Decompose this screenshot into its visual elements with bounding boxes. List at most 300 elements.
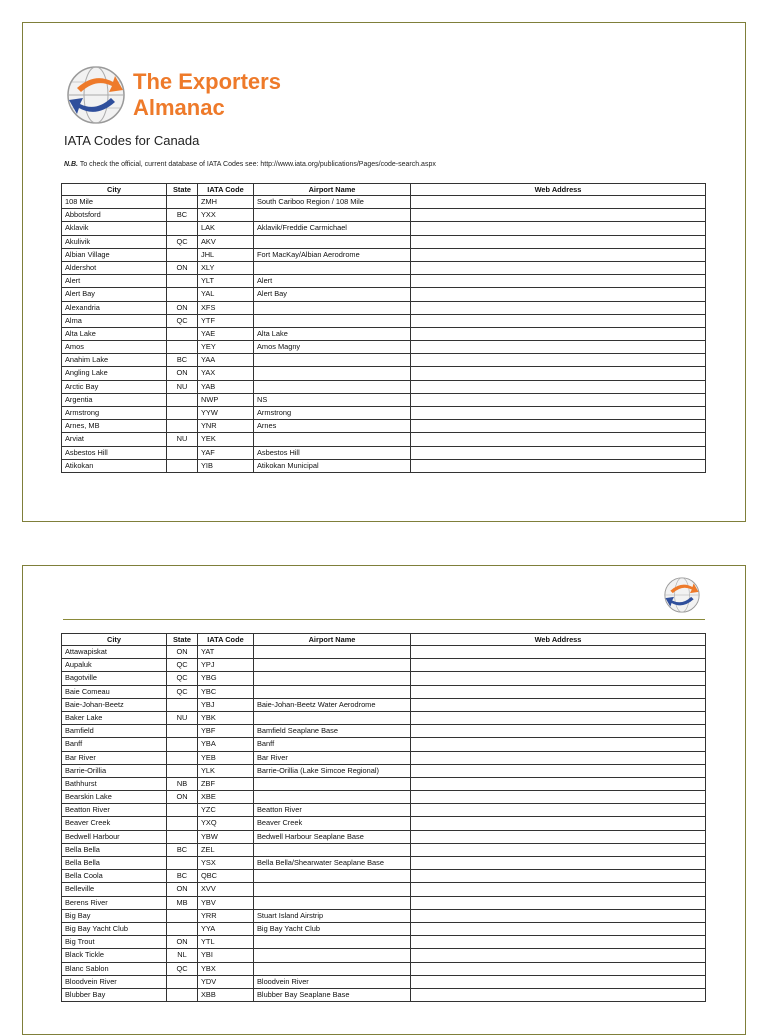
cell-city: Bathhurst xyxy=(62,777,167,790)
cell-state xyxy=(167,975,198,988)
cell-city: Alexandria xyxy=(62,301,167,314)
cell-web-address xyxy=(411,936,706,949)
cell-web-address xyxy=(411,301,706,314)
cell-city: Amos xyxy=(62,341,167,354)
cell-web-address xyxy=(411,367,706,380)
cell-city: Bar River xyxy=(62,751,167,764)
cell-state: BC xyxy=(167,843,198,856)
header-city: City xyxy=(62,184,167,196)
cell-state xyxy=(167,420,198,433)
table-header-row xyxy=(62,184,706,196)
cell-airport-name: Asbestos Hill xyxy=(254,446,411,459)
cell-iata-code: XLY xyxy=(198,261,254,274)
cell-state: ON xyxy=(167,367,198,380)
table-row xyxy=(62,209,706,222)
cell-state: ON xyxy=(167,791,198,804)
cell-iata-code: XBE xyxy=(198,791,254,804)
table-row xyxy=(62,222,706,235)
cell-web-address xyxy=(411,817,706,830)
cell-web-address xyxy=(411,672,706,685)
cell-city: Bella Bella xyxy=(62,843,167,856)
header-airport-name: Airport Name xyxy=(254,634,411,646)
header-divider xyxy=(63,619,705,620)
cell-state xyxy=(167,275,198,288)
header-city: City xyxy=(62,634,167,646)
note-prefix: N.B. xyxy=(64,161,78,168)
cell-airport-name xyxy=(254,354,411,367)
cell-airport-name xyxy=(254,870,411,883)
header-state: State xyxy=(167,634,198,646)
cell-airport-name: NS xyxy=(254,393,411,406)
cell-state: MB xyxy=(167,896,198,909)
cell-airport-name xyxy=(254,685,411,698)
table-row xyxy=(62,433,706,446)
cell-state xyxy=(167,909,198,922)
table-row xyxy=(62,646,706,659)
cell-iata-code: YBV xyxy=(198,896,254,909)
cell-web-address xyxy=(411,459,706,472)
cell-airport-name: Stuart Island Airstrip xyxy=(254,909,411,922)
table-row xyxy=(62,975,706,988)
table-row xyxy=(62,936,706,949)
cell-state: ON xyxy=(167,936,198,949)
cell-city: Black Tickle xyxy=(62,949,167,962)
cell-web-address xyxy=(411,446,706,459)
cell-web-address xyxy=(411,222,706,235)
cell-airport-name xyxy=(254,235,411,248)
cell-web-address xyxy=(411,698,706,711)
header-web-address: Web Address xyxy=(411,634,706,646)
table-row xyxy=(62,711,706,724)
cell-web-address xyxy=(411,407,706,420)
cell-web-address xyxy=(411,777,706,790)
cell-iata-code: YBG xyxy=(198,672,254,685)
cell-state: QC xyxy=(167,659,198,672)
cell-airport-name xyxy=(254,646,411,659)
table-row xyxy=(62,393,706,406)
table-row xyxy=(62,314,706,327)
cell-city: Akulivik xyxy=(62,235,167,248)
cell-city: Big Bay Yacht Club xyxy=(62,922,167,935)
cell-state: ON xyxy=(167,301,198,314)
cell-airport-name: Banff xyxy=(254,738,411,751)
cell-airport-name: Baie-Johan-Beetz Water Aerodrome xyxy=(254,698,411,711)
cell-iata-code: YAT xyxy=(198,646,254,659)
cell-state: ON xyxy=(167,883,198,896)
cell-airport-name: Bloodvein River xyxy=(254,975,411,988)
cell-city: Bearskin Lake xyxy=(62,791,167,804)
cell-iata-code: AKV xyxy=(198,235,254,248)
cell-iata-code: YAX xyxy=(198,367,254,380)
cell-airport-name: Bedwell Harbour Seaplane Base xyxy=(254,830,411,843)
cell-web-address xyxy=(411,685,706,698)
table-row xyxy=(62,672,706,685)
cell-city: Atikokan xyxy=(62,459,167,472)
cell-city: Bedwell Harbour xyxy=(62,830,167,843)
cell-web-address xyxy=(411,196,706,209)
cell-web-address xyxy=(411,209,706,222)
cell-iata-code: YBC xyxy=(198,685,254,698)
cell-city: Baie-Johan-Beetz xyxy=(62,698,167,711)
table-row xyxy=(62,843,706,856)
cell-state xyxy=(167,459,198,472)
cell-airport-name: Big Bay Yacht Club xyxy=(254,922,411,935)
cell-iata-code: YZC xyxy=(198,804,254,817)
cell-iata-code: YBA xyxy=(198,738,254,751)
cell-web-address xyxy=(411,354,706,367)
cell-state: QC xyxy=(167,672,198,685)
cell-state xyxy=(167,751,198,764)
cell-state xyxy=(167,738,198,751)
cell-iata-code: YIB xyxy=(198,459,254,472)
cell-iata-code: YAE xyxy=(198,327,254,340)
table-row xyxy=(62,857,706,870)
cell-web-address xyxy=(411,380,706,393)
table-row xyxy=(62,459,706,472)
globe-arrows-icon xyxy=(663,576,701,614)
table-row xyxy=(62,248,706,261)
cell-web-address xyxy=(411,791,706,804)
cell-airport-name: Bella Bella/Shearwater Seaplane Base xyxy=(254,857,411,870)
cell-iata-code: XBB xyxy=(198,988,254,1001)
table-row xyxy=(62,817,706,830)
cell-airport-name: Beaver Creek xyxy=(254,817,411,830)
cell-web-address xyxy=(411,962,706,975)
cell-iata-code: LAK xyxy=(198,222,254,235)
cell-web-address xyxy=(411,896,706,909)
cell-airport-name xyxy=(254,711,411,724)
cell-state: BC xyxy=(167,209,198,222)
cell-iata-code: YAA xyxy=(198,354,254,367)
cell-city: Bloodvein River xyxy=(62,975,167,988)
table-row xyxy=(62,764,706,777)
cell-airport-name xyxy=(254,367,411,380)
cell-city: Big Trout xyxy=(62,936,167,949)
cell-city: Alert Bay xyxy=(62,288,167,301)
cell-iata-code: QBC xyxy=(198,870,254,883)
cell-iata-code: NWP xyxy=(198,393,254,406)
cell-web-address xyxy=(411,261,706,274)
cell-state xyxy=(167,764,198,777)
cell-iata-code: YBX xyxy=(198,962,254,975)
table-row xyxy=(62,196,706,209)
table-row xyxy=(62,367,706,380)
cell-city: Blanc Sablon xyxy=(62,962,167,975)
table-row xyxy=(62,354,706,367)
iata-codes-table-page-1 xyxy=(61,183,706,473)
cell-city: Bamfield xyxy=(62,725,167,738)
cell-iata-code: XFS xyxy=(198,301,254,314)
cell-airport-name: Blubber Bay Seaplane Base xyxy=(254,988,411,1001)
document-page-2 xyxy=(22,565,746,1035)
table-row xyxy=(62,777,706,790)
cell-state: QC xyxy=(167,962,198,975)
cell-iata-code: ZEL xyxy=(198,843,254,856)
cell-state xyxy=(167,341,198,354)
cell-airport-name xyxy=(254,843,411,856)
cell-state: NL xyxy=(167,949,198,962)
table-row xyxy=(62,275,706,288)
table-row xyxy=(62,341,706,354)
cell-airport-name: Alert Bay xyxy=(254,288,411,301)
cell-state xyxy=(167,248,198,261)
cell-iata-code: YAL xyxy=(198,288,254,301)
cell-city: 108 Mile xyxy=(62,196,167,209)
cell-airport-name: Alert xyxy=(254,275,411,288)
table-row xyxy=(62,659,706,672)
cell-state xyxy=(167,222,198,235)
cell-iata-code: YNR xyxy=(198,420,254,433)
cell-web-address xyxy=(411,433,706,446)
cell-city: Arctic Bay xyxy=(62,380,167,393)
cell-airport-name: Aklavik/Freddie Carmichael xyxy=(254,222,411,235)
cell-state: ON xyxy=(167,261,198,274)
cell-airport-name xyxy=(254,672,411,685)
cell-airport-name: Beatton River xyxy=(254,804,411,817)
cell-iata-code: YBI xyxy=(198,949,254,962)
cell-web-address xyxy=(411,725,706,738)
cell-iata-code: YSX xyxy=(198,857,254,870)
table-row xyxy=(62,327,706,340)
cell-airport-name: Fort MacKay/Albian Aerodrome xyxy=(254,248,411,261)
cell-state xyxy=(167,804,198,817)
note-text xyxy=(64,161,436,168)
cell-city: Barrie-Orillia xyxy=(62,764,167,777)
cell-iata-code: YBF xyxy=(198,725,254,738)
table-row xyxy=(62,883,706,896)
cell-web-address xyxy=(411,248,706,261)
document-page-1 xyxy=(22,22,746,522)
cell-state: BC xyxy=(167,354,198,367)
cell-state: NU xyxy=(167,433,198,446)
cell-web-address xyxy=(411,314,706,327)
cell-city: Belleville xyxy=(62,883,167,896)
cell-city: Arviat xyxy=(62,433,167,446)
cell-city: Aldershot xyxy=(62,261,167,274)
cell-state xyxy=(167,393,198,406)
cell-airport-name: Arnes xyxy=(254,420,411,433)
cell-web-address xyxy=(411,288,706,301)
cell-state xyxy=(167,857,198,870)
cell-state xyxy=(167,988,198,1001)
cell-city: Banff xyxy=(62,738,167,751)
cell-iata-code: ZBF xyxy=(198,777,254,790)
table-row xyxy=(62,698,706,711)
cell-iata-code: YEK xyxy=(198,433,254,446)
table-row xyxy=(62,962,706,975)
cell-airport-name xyxy=(254,659,411,672)
table-row xyxy=(62,791,706,804)
table-header-row xyxy=(62,634,706,646)
cell-city: Armstrong xyxy=(62,407,167,420)
cell-airport-name: Bar River xyxy=(254,751,411,764)
cell-city: Angling Lake xyxy=(62,367,167,380)
cell-state: BC xyxy=(167,870,198,883)
cell-web-address xyxy=(411,857,706,870)
cell-iata-code: YPJ xyxy=(198,659,254,672)
header-iata-code: IATA Code xyxy=(198,634,254,646)
header-state: State xyxy=(167,184,198,196)
cell-airport-name xyxy=(254,261,411,274)
table-row xyxy=(62,988,706,1001)
table-row xyxy=(62,288,706,301)
cell-city: Aklavik xyxy=(62,222,167,235)
cell-airport-name xyxy=(254,777,411,790)
cell-airport-name xyxy=(254,962,411,975)
cell-web-address xyxy=(411,646,706,659)
cell-city: Albian Village xyxy=(62,248,167,261)
cell-airport-name xyxy=(254,314,411,327)
cell-web-address xyxy=(411,420,706,433)
cell-state: ON xyxy=(167,646,198,659)
cell-airport-name: Amos Magny xyxy=(254,341,411,354)
table-row xyxy=(62,830,706,843)
cell-state xyxy=(167,698,198,711)
cell-airport-name: Barrie-Orillia (Lake Simcoe Regional) xyxy=(254,764,411,777)
cell-iata-code: YLK xyxy=(198,764,254,777)
cell-airport-name xyxy=(254,936,411,949)
cell-web-address xyxy=(411,922,706,935)
cell-state xyxy=(167,922,198,935)
table-row xyxy=(62,301,706,314)
note-body: To check the official, current database of IATA Codes see: http://www.iata.org/publications/Pages/code-search.aspx xyxy=(78,161,436,168)
table-row xyxy=(62,235,706,248)
cell-web-address xyxy=(411,949,706,962)
cell-city: Alta Lake xyxy=(62,327,167,340)
cell-web-address xyxy=(411,764,706,777)
header-web-address: Web Address xyxy=(411,184,706,196)
cell-state xyxy=(167,327,198,340)
cell-state: QC xyxy=(167,235,198,248)
cell-web-address xyxy=(411,751,706,764)
cell-web-address xyxy=(411,909,706,922)
cell-iata-code: YYA xyxy=(198,922,254,935)
exporters-almanac-logo xyxy=(65,64,281,126)
cell-iata-code: YBK xyxy=(198,711,254,724)
cell-airport-name: Alta Lake xyxy=(254,327,411,340)
cell-city: Abbotsford xyxy=(62,209,167,222)
cell-city: Alma xyxy=(62,314,167,327)
cell-state xyxy=(167,817,198,830)
table-row xyxy=(62,870,706,883)
cell-web-address xyxy=(411,341,706,354)
cell-web-address xyxy=(411,843,706,856)
cell-iata-code: YEB xyxy=(198,751,254,764)
cell-web-address xyxy=(411,393,706,406)
cell-state xyxy=(167,830,198,843)
cell-airport-name xyxy=(254,301,411,314)
table-row xyxy=(62,446,706,459)
cell-city: Anahim Lake xyxy=(62,354,167,367)
table-row xyxy=(62,261,706,274)
cell-airport-name: Atikokan Municipal xyxy=(254,459,411,472)
cell-iata-code: ZMH xyxy=(198,196,254,209)
cell-web-address xyxy=(411,870,706,883)
cell-airport-name xyxy=(254,949,411,962)
cell-iata-code: XVV xyxy=(198,883,254,896)
cell-iata-code: YLT xyxy=(198,275,254,288)
cell-state xyxy=(167,725,198,738)
logo-line-1: The Exporters xyxy=(133,69,281,94)
cell-airport-name: South Cariboo Region / 108 Mile xyxy=(254,196,411,209)
cell-airport-name xyxy=(254,380,411,393)
cell-airport-name: Bamfield Seaplane Base xyxy=(254,725,411,738)
cell-web-address xyxy=(411,235,706,248)
logo-line-2: Almanac xyxy=(133,95,225,120)
cell-state: NU xyxy=(167,711,198,724)
cell-iata-code: YEY xyxy=(198,341,254,354)
cell-state xyxy=(167,446,198,459)
cell-city: Alert xyxy=(62,275,167,288)
cell-iata-code: YBW xyxy=(198,830,254,843)
cell-iata-code: YBJ xyxy=(198,698,254,711)
table-row xyxy=(62,407,706,420)
cell-iata-code: YRR xyxy=(198,909,254,922)
cell-airport-name xyxy=(254,209,411,222)
cell-city: Argentia xyxy=(62,393,167,406)
cell-city: Arnes, MB xyxy=(62,420,167,433)
globe-arrows-icon xyxy=(65,64,127,126)
cell-airport-name xyxy=(254,433,411,446)
cell-web-address xyxy=(411,711,706,724)
cell-airport-name: Armstrong xyxy=(254,407,411,420)
cell-web-address xyxy=(411,988,706,1001)
cell-city: Baker Lake xyxy=(62,711,167,724)
cell-airport-name xyxy=(254,791,411,804)
cell-iata-code: YTL xyxy=(198,936,254,949)
cell-city: Attawapiskat xyxy=(62,646,167,659)
table-row xyxy=(62,922,706,935)
cell-state: QC xyxy=(167,685,198,698)
cell-city: Aupaluk xyxy=(62,659,167,672)
cell-city: Berens River xyxy=(62,896,167,909)
cell-state xyxy=(167,407,198,420)
cell-iata-code: YXQ xyxy=(198,817,254,830)
cell-web-address xyxy=(411,275,706,288)
cell-iata-code: YAF xyxy=(198,446,254,459)
cell-city: Asbestos Hill xyxy=(62,446,167,459)
table-body-page-1 xyxy=(62,196,706,473)
table-row xyxy=(62,949,706,962)
document-title: IATA Codes for Canada xyxy=(64,133,200,148)
cell-city: Big Bay xyxy=(62,909,167,922)
table-row xyxy=(62,909,706,922)
header-airport-name: Airport Name xyxy=(254,184,411,196)
cell-city: Blubber Bay xyxy=(62,988,167,1001)
table-row xyxy=(62,685,706,698)
cell-web-address xyxy=(411,804,706,817)
cell-city: Bella Coola xyxy=(62,870,167,883)
table-row xyxy=(62,380,706,393)
cell-state: NB xyxy=(167,777,198,790)
cell-city: Baie Comeau xyxy=(62,685,167,698)
table-row xyxy=(62,738,706,751)
cell-city: Bagotville xyxy=(62,672,167,685)
cell-web-address xyxy=(411,830,706,843)
cell-web-address xyxy=(411,975,706,988)
cell-iata-code: YDV xyxy=(198,975,254,988)
table-body-page-2 xyxy=(62,646,706,1002)
header-iata-code: IATA Code xyxy=(198,184,254,196)
table-row xyxy=(62,725,706,738)
cell-iata-code: YXX xyxy=(198,209,254,222)
cell-airport-name xyxy=(254,883,411,896)
cell-iata-code: YTF xyxy=(198,314,254,327)
cell-state: QC xyxy=(167,314,198,327)
cell-state: NU xyxy=(167,380,198,393)
cell-web-address xyxy=(411,659,706,672)
cell-state xyxy=(167,288,198,301)
